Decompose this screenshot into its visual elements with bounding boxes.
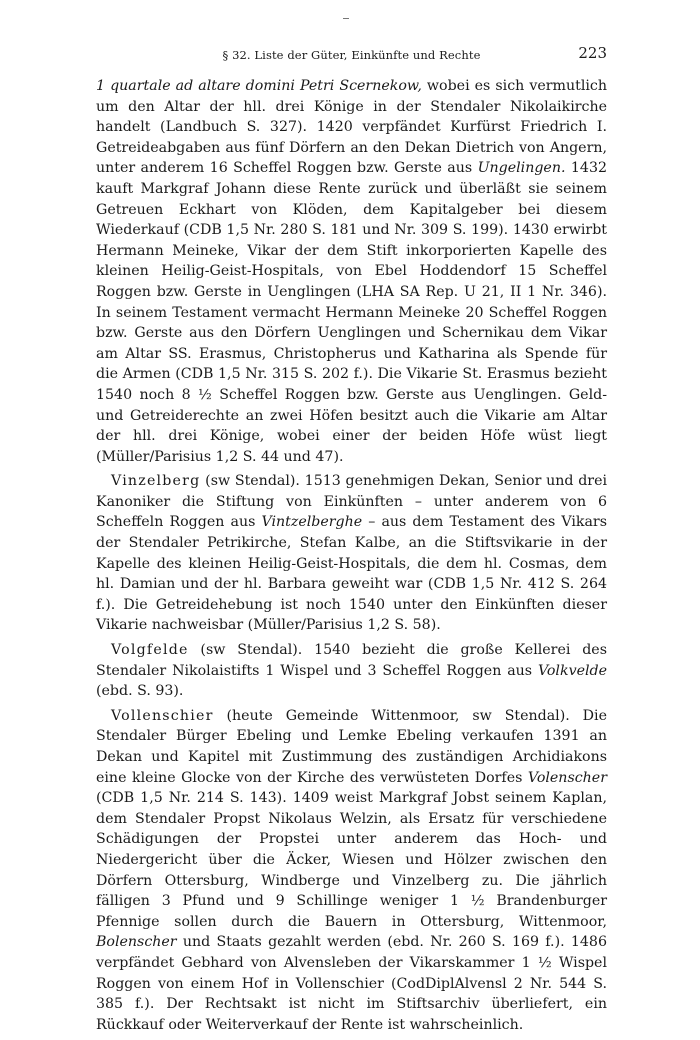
text-run: (sw Stendal). 1540 bezieht die große Kellerei des Stendaler Nikolaistifts 1 Wispel und 3 Scheffel Roggen aus <box>96 642 607 679</box>
place-heading-vinzelberg: Vinzelberg <box>111 473 201 490</box>
text-run: wobei es sich vermutlich um den Altar der hll. drei Könige in der Stendaler Nikolaikirche handelt (Landbuch S. 327). 1420 verpfändet Kurfürst Friedrich I. Getreideabgaben aus fünf Dörfern an den Dekan Dietrich von Angern, unter anderem 16 Scheffel Roggen bzw. Gerste aus <box>96 78 607 177</box>
page-header <box>96 44 607 62</box>
paragraph-1 <box>96 76 607 467</box>
place-name-historic: Bolenscher <box>96 934 177 951</box>
place-name-historic: Ungelingen. <box>477 160 566 177</box>
page-number: 223 <box>578 44 607 62</box>
top-mark <box>343 18 349 19</box>
place-name-historic: Volenscher <box>527 769 607 786</box>
place-heading-vollenschier: Vollenschier <box>111 707 214 724</box>
running-head: § 32. Liste der Güter, Einkünfte und Rechte <box>222 48 481 62</box>
text-run: 1432 kauft Markgraf Johann diese Rente zurück und überläßt sie seinem Getreuen Eckhart von Klöden, dem Kapitalgeber bei diesem Wiederkauf (CDB 1,5 Nr. 280 S. 181 und Nr. 309 S. 199). 1430 erwirbt Hermann Meineke, Vikar der dem Stift inkorporierten Kapelle des kleinen Heilig-Geist-Hospitals, von Ebel Hoddendorf 15 Scheffel Roggen bzw. Gerste in Uenglingen (LHA SA Rep. U 21, II 1 Nr. 346). In seinem Testament vermacht Hermann Meineke 20 Scheffel Roggen bzw. Gerste aus den Dörfern Uenglingen und Schernikau dem Vikar am Altar SS. Erasmus, Christopherus und Katharina als Spende für die Armen (CDB 1,5 Nr. 315 S. 202 f.). Die Vikarie St. Erasmus bezieht 1540 noch 8 ½ Scheffel Roggen bzw. Gerste aus Uenglingen. Geld- und Getreiderechte an zwei Höfen besitzt auch die Vikarie am Altar der hll. drei Könige, wobei einer der beiden Höfe wüst liegt (Müller/Parisius 1,2 S. 44 und 47). <box>96 160 607 465</box>
paragraph-3 <box>96 640 607 702</box>
text-run: (CDB 1,5 Nr. 214 S. 143). 1409 weist Markgraf Jobst seinem Kaplan, dem Stendaler Propst Nikolaus Welzin, als Ersatz für verschiedene Schädigungen der Propstei unter anderem das Hoch- und Niedergericht über die Äcker, Wiesen und Hölzer zwischen den Dörfern Ottersburg, Windberge und Vinzelberg zu. Die jährlich fälligen 3 Pfund und 9 Schillinge weniger 1 ½ Brandenburger Pfennige sollen durch die Bauern in Ottersburg, Wittenmoor, <box>96 790 607 930</box>
text-run: (ebd. S. 93). <box>96 683 184 700</box>
text-run: – aus dem Testament des Vikars der Stendaler Petrikirche, Stefan Kalbe, an die Stiftsvikarie in der Kapelle des kleinen Heilig-Geist-Hospitals, die dem hl. Cosmas, dem hl. Damian und der hl. Barbara geweiht war (CDB 1,5 Nr. 412 S. 264 f.). Die Getreidehebung ist noch 1540 unter den Einkünften dieser Vikarie nachweisbar (Müller/Parisius 1,2 S. 58). <box>96 514 607 634</box>
text-run: (heute Gemeinde Wittenmoor, sw Stendal). Die Stendaler Bürger Ebeling und Lemke Ebeling verkaufen 1391 an Dekan und Kapitel mit Zustimmung des zuständigen Archidiakons eine kleine Glocke von der Kirche des verwüsteten Dorfes <box>96 707 607 786</box>
text-run: (sw Stendal). 1513 genehmigen Dekan, Senior und drei Kanoniker die Stiftung von Einkünften – unter anderem von 6 Scheffeln Roggen aus <box>96 473 607 531</box>
latin-quote: 1 quartale ad altare domini Petri Scernekow, <box>96 78 422 94</box>
place-name-historic: Volkvelde <box>537 662 607 679</box>
paragraph-4 <box>96 706 607 1036</box>
place-name-historic: Vintzelberghe <box>261 514 363 531</box>
place-heading-volgfelde: Volgfelde <box>111 642 189 659</box>
body-text <box>96 76 607 1035</box>
text-run: und Staats gezahlt werden (ebd. Nr. 260 S. 169 f.). 1486 verpfändet Gebhard von Alvensleben der Vikarskammer 1 ½ Wispel Roggen von einem Hof in Vollenschier (CodDiplAlvensl 2 Nr. 544 S. 385 f.). Der Rechtsakt ist nicht im Stiftsarchiv überliefert, ein Rückkauf oder Weiterverkauf der Rente ist wahrscheinlich. <box>96 934 607 1033</box>
paragraph-2 <box>96 471 607 636</box>
